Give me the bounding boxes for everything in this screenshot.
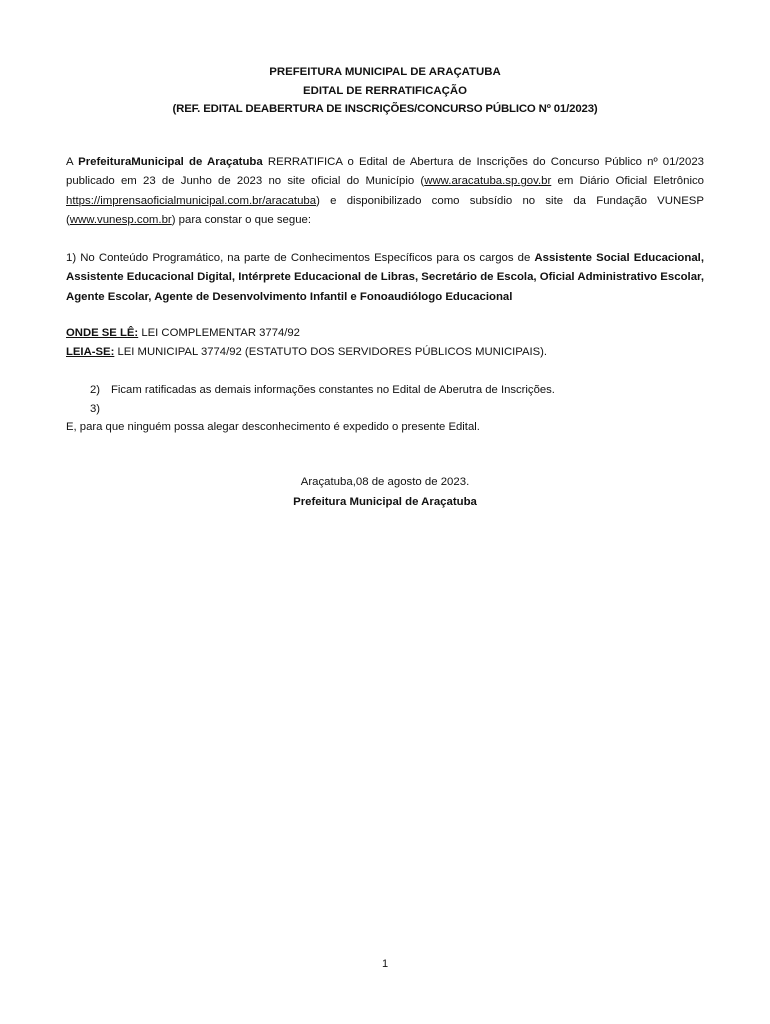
intro-text-4: ) e disponibilizado como subsídio no site da Fundação VUNESP ( — [66, 194, 704, 226]
official-gazette-link[interactable]: https://imprensaoficialmunicipal.com.br/aracatuba — [66, 194, 317, 207]
item-1-positions: Assistente Social Educacional, Assistente Educacional Digital, Intérprete Educacional de Libras, Secretário de Escola, Oficial Administrativo Escolar, Agente Escolar, Agente de Desenvolvimento Infantil e Fonoaudiólogo Educacional — [66, 252, 704, 303]
numbered-list — [90, 381, 555, 418]
list-item-text: Ficam ratificadas as demais informações constantes no Edital de Aberutra de Inscrições. — [111, 384, 555, 396]
correction-block — [66, 324, 547, 362]
onde-se-le-label: ONDE SE LÊ: — [66, 327, 139, 339]
item-1-text: 1) No Conteúdo Programático, na parte de Conhecimentos Específicos para os cargos de — [66, 252, 535, 264]
list-item — [90, 381, 555, 400]
header-line-1: PREFEITURA MUNICIPAL DE ARAÇATUBA — [269, 66, 501, 78]
item-1-paragraph — [66, 249, 704, 307]
leia-se-text: LEI MUNICIPAL 3774/92 (ESTATUTO DOS SERVIDORES PÚBLICOS MUNICIPAIS). — [114, 346, 548, 358]
list-item-number: 2) — [90, 384, 101, 396]
header-line-3: (REF. EDITAL DEABERTURA DE INSCRIÇÕES/CONCURSO PÚBLICO Nº 01/2023) — [172, 103, 598, 115]
place-date: Araçatuba,08 de agosto de 2023. — [300, 476, 470, 488]
signature-org: Prefeitura Municipal de Araçatuba — [293, 495, 477, 508]
onde-se-le-line — [66, 324, 547, 343]
intro-text-5: ) para constar o que segue: — [171, 213, 312, 226]
signature-block — [0, 473, 770, 512]
list-item-number: 3) — [90, 402, 101, 415]
leia-se-label: LEIA-SE: — [66, 346, 115, 358]
intro-text-2: RERRATIFICA o Edital de Abertura de Inscrições do Concurso Público nº 01/2023 publicado em 23 de Junho de 2023 no site oficial do Município ( — [66, 156, 704, 188]
header-line-2: EDITAL DE RERRATIFICAÇÃO — [303, 84, 467, 97]
vunesp-site-link[interactable]: www.vunesp.com.br — [69, 213, 172, 226]
municipal-site-link[interactable]: www.aracatuba.sp.gov.br — [424, 175, 552, 188]
closing-statement: E, para que ninguém possa alegar desconhecimento é expedido o presente Edital. — [66, 421, 480, 433]
intro-text-3: em Diário Oficial Eletrônico — [551, 175, 705, 188]
leia-se-line — [66, 343, 547, 362]
list-item — [90, 400, 555, 419]
intro-org-name: PrefeituraMunicipal de Araçatuba — [78, 156, 263, 168]
intro-text-1: A — [66, 156, 79, 168]
intro-paragraph — [66, 153, 704, 230]
page-number: 1 — [381, 958, 389, 970]
document-header — [0, 63, 770, 119]
onde-se-le-text: LEI COMPLEMENTAR 3774/92 — [138, 327, 300, 339]
